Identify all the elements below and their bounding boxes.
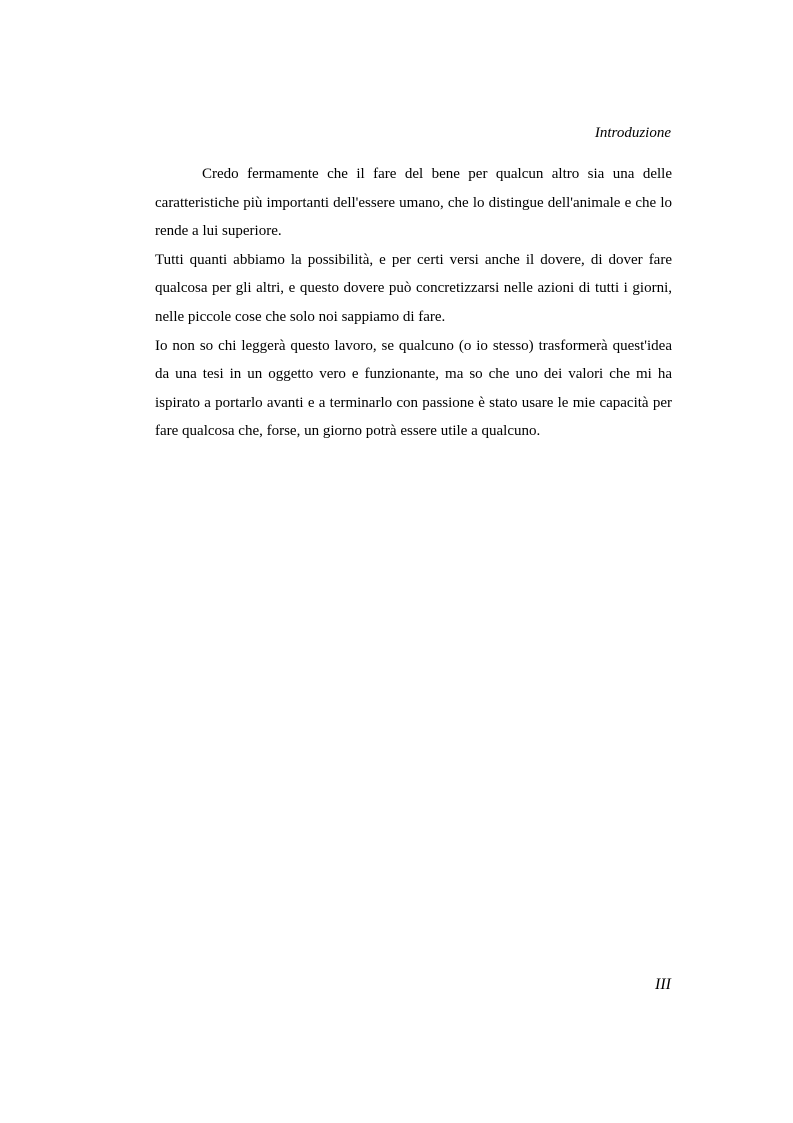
paragraph-2: Tutti quanti abbiamo la possibilità, e per certi versi anche il dovere, di dover fare qualcosa per gli altri, e questo dovere può concretizzarsi nelle azioni di tutti i giorni, nelle piccole cose che solo noi sappiamo di fare. bbox=[155, 251, 672, 325]
page-number: III bbox=[655, 976, 671, 993]
running-header: Introduzione bbox=[594, 125, 671, 141]
paragraph-3: Io non so chi leggerà questo lavoro, se qualcuno (o io stesso) trasformerà quest'idea da una tesi in un oggetto vero e funzionante, ma so che uno dei valori che mi ha ispirato a portarlo avanti e a terminarlo con passione è stato usare le mie capacità per fare qualcosa che, forse, un giorno potrà essere utile a qualcuno. bbox=[155, 337, 672, 440]
paragraph-1: Credo fermamente che il fare del bene per qualcun altro sia una delle caratteristiche più importanti dell'essere umano, che lo distingue dell'animale e che lo rende a lui superiore. bbox=[155, 166, 672, 240]
introduction-body bbox=[155, 160, 672, 446]
